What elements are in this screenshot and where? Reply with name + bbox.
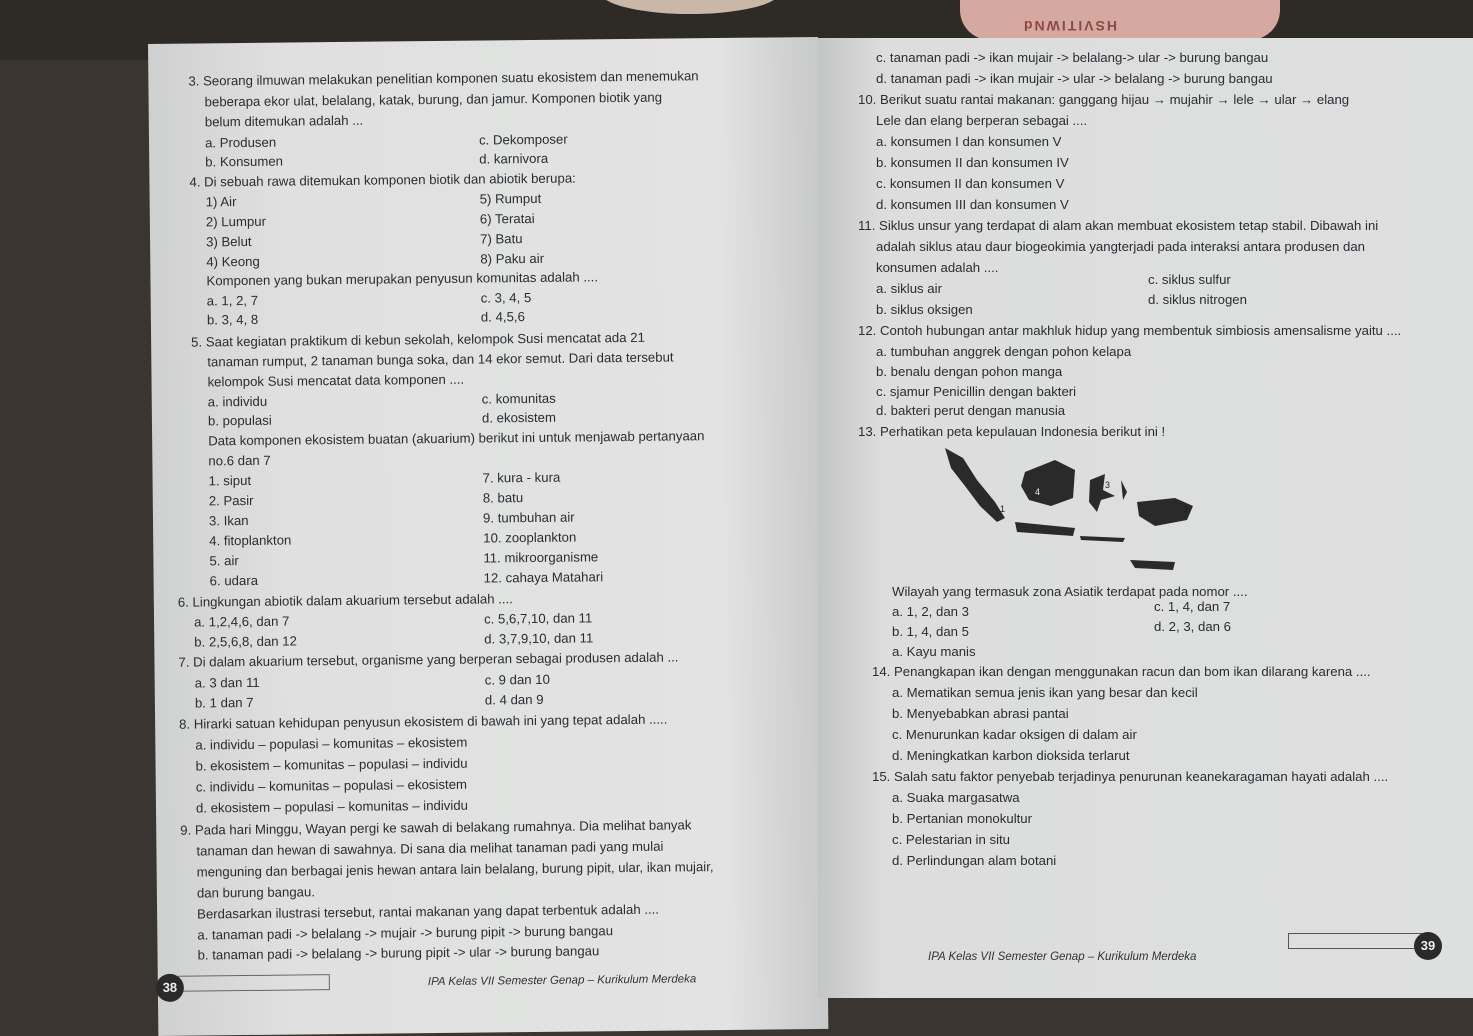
q13-option-b: b. 1, 4, dan 5 xyxy=(892,624,969,639)
q4-item-4: 4) Keong xyxy=(206,253,260,270)
q9-line2: tanaman dan hewan di sawahnya. Di sana dia melihat tanaman padi yang mulai xyxy=(196,838,664,859)
box xyxy=(960,0,1280,40)
java-island xyxy=(1015,522,1075,536)
q14-option-c: c. Menurunkan kadar oksigen di dalam air xyxy=(892,727,1137,742)
component-6: 6. udara xyxy=(209,572,259,589)
map-label-1: 1 xyxy=(1000,504,1006,514)
q4-option-a: a. 1, 2, 7 xyxy=(206,292,259,309)
q6-option-a: a. 1,2,4,6, dan 7 xyxy=(193,613,290,630)
q14-option-a: a. Mematikan semua jenis ikan yang besar dan kecil xyxy=(892,685,1198,700)
q4-option-c: c. 3, 4, 5 xyxy=(480,290,532,306)
q7-option-c: c. 9 dan 10 xyxy=(484,671,551,688)
component-7: 7. kura - kura xyxy=(482,469,561,486)
q4-item-5: 5) Rumput xyxy=(479,190,542,207)
q15-option-b: b. Pertanian monokultur xyxy=(892,811,1033,826)
q8-option-d: d. ekosistem – populasi – komunitas – individu xyxy=(195,797,469,816)
q11-option-a: a. siklus air xyxy=(876,281,942,296)
q10-option-a: a. konsumen I dan konsumen V xyxy=(876,134,1062,149)
q15-line1: 15. Salah satu faktor penyebab terjadinya penurunan keanekaragaman hayati adalah .... xyxy=(872,769,1389,784)
q5-option-c: c. komunitas xyxy=(481,390,556,407)
sulawesi-island xyxy=(1089,474,1115,512)
q10-option-b: b. konsumen II dan konsumen IV xyxy=(876,155,1069,170)
map-label-3: 3 xyxy=(1105,480,1111,490)
q12-option-c: c. sjamur Penicillin dengan bakteri xyxy=(876,384,1077,399)
q8-option-c: c. individu – komunitas – populasi – ekosistem xyxy=(195,776,468,795)
q5-option-b: b. populasi xyxy=(207,412,272,429)
footer-left: IPA Kelas VII Semester Genap – Kurikulum Merdeka xyxy=(427,973,697,989)
kalimantan-island xyxy=(1021,460,1075,506)
maluku-islands xyxy=(1121,480,1127,500)
sumatra-island xyxy=(945,448,1005,522)
q6-option-b: b. 2,5,6,8, dan 12 xyxy=(194,633,297,650)
q5-line2: tanaman rumput, 2 tanaman bunga soka, dan 14 ekor semut. Dari data tersebut xyxy=(207,349,674,370)
q5-option-d: d. ekosistem xyxy=(481,409,557,426)
q10-line2: Lele dan elang berperan sebagai .... xyxy=(876,113,1088,128)
q9-line4: dan burung bangau. xyxy=(196,884,316,901)
q5-option-a: a. individu xyxy=(207,393,268,410)
q11-line2: adalah siklus atau daur biogeokimia yangterjadi pada interaksi antara produsen dan xyxy=(876,239,1365,254)
q7-option-b: b. 1 dan 7 xyxy=(194,694,254,711)
q11-option-c: c. siklus sulfur xyxy=(1148,272,1231,287)
component-2: 2. Pasir xyxy=(208,492,254,509)
q11-line3: konsumen adalah .... xyxy=(876,260,999,275)
box-label: HSVITIWNd xyxy=(1022,18,1117,34)
q14-option-b: b. Menyebabkan abrasi pantai xyxy=(892,706,1069,721)
q9-line1: 9. Pada hari Minggu, Wayan pergi ke sawah di belakang rumahnya. Dia melihat banyak xyxy=(180,817,692,838)
q11-option-d: d. siklus nitrogen xyxy=(1148,292,1247,307)
q12-option-b: b. benalu dengan pohon manga xyxy=(876,364,1063,379)
footer-band xyxy=(178,974,330,992)
q10-option-d: d. konsumen III dan konsumen V xyxy=(876,197,1069,212)
q9-option-b: b. tanaman padi -> belalang -> burung pipit -> ular -> burung bangau xyxy=(197,943,600,963)
component-4: 4. fitoplankton xyxy=(209,532,292,549)
q9-option-c: c. tanaman padi -> ikan mujair -> belalang-> ular -> burung bangau xyxy=(876,50,1269,65)
q7-option-d: d. 4 dan 9 xyxy=(484,691,544,708)
q14-line1: 14. Penangkapan ikan dengan menggunakan racun dan bom ikan dilarang karena .... xyxy=(872,664,1371,679)
page-number-right: 39 xyxy=(1414,932,1442,960)
q10-option-c: c. konsumen II dan konsumen V xyxy=(876,176,1065,191)
q9-line5: Berdasarkan ilustrasi tersebut, rantai makanan yang dapat terbentuk adalah .... xyxy=(197,901,660,922)
q11-option-b: b. siklus oksigen xyxy=(876,302,973,317)
q8-option-b: b. ekosistem – komunitas – populasi – individu xyxy=(195,755,468,774)
map-label-2: 2 xyxy=(1183,504,1189,514)
component-5: 5. air xyxy=(209,553,239,569)
q13-option-c: c. 1, 4, dan 7 xyxy=(1154,599,1231,614)
component-1: 1. siput xyxy=(208,472,252,489)
q6-option-c: c. 5,6,7,10, dan 11 xyxy=(483,610,593,627)
q4-option-d: d. 4,5,6 xyxy=(480,309,525,325)
q3-option-c: c. Dekomposer xyxy=(478,131,568,148)
q15-option-c: c. Pelestarian in situ xyxy=(892,832,1011,847)
q4-item-8: 8) Paku air xyxy=(480,250,545,267)
q4-item-2: 2) Lumpur xyxy=(205,213,267,230)
q14-option-d: d. Meningkatkan karbon dioksida terlarut xyxy=(892,748,1130,763)
q14-pre: a. Kayu manis xyxy=(892,644,976,659)
footer-right: IPA Kelas VII Semester Genap – Kurikulum Merdeka xyxy=(928,951,1197,963)
q6-line1: 6. Lingkungan abiotik dalam akuarium tersebut adalah .... xyxy=(177,591,513,610)
q13-option-a: a. 1, 2, dan 3 xyxy=(892,604,969,619)
q12-option-a: a. tumbuhan anggrek dengan pohon kelapa xyxy=(876,344,1132,359)
q10-line1: 10. Berikut suatu rantai makanan: ganggang hijau → mujahir → lele → ular → elang xyxy=(858,92,1350,107)
q3-line3: belum ditemukan adalah ... xyxy=(204,112,364,130)
component-9: 9. tumbuhan air xyxy=(482,509,575,526)
q8-option-a: a. individu – populasi – komunitas – ekosistem xyxy=(195,734,468,753)
q12-line1: 12. Contoh hubungan antar makhluk hidup yang membentuk simbiosis amensalisme yaitu .... xyxy=(858,323,1402,338)
q15-option-a: a. Suaka margasatwa xyxy=(892,790,1020,805)
component-11: 11. mikroorganisme xyxy=(483,549,599,566)
component-3: 3. Ikan xyxy=(208,512,249,529)
q4-option-b: b. 3, 4, 8 xyxy=(206,311,259,328)
component-12: 12. cahaya Matahari xyxy=(483,569,604,586)
q9-option-a: a. tanaman padi -> belalang -> mujair -> burung pipit -> burung bangau xyxy=(197,923,614,943)
q13-option-d: d. 2, 3, dan 6 xyxy=(1154,619,1231,634)
q5-line1: 5. Saat kegiatan praktikum di kebun sekolah, kelompok Susi mencatat ada 21 xyxy=(191,329,645,350)
q4-item-6: 6) Teratai xyxy=(479,210,535,227)
q13-line1: 13. Perhatikan peta kepulauan Indonesia berikut ini ! xyxy=(858,424,1166,439)
footer-band-right xyxy=(1288,933,1430,949)
q15-option-d: d. Perlindungan alam botani xyxy=(892,853,1057,868)
q5-line3: kelompok Susi mencatat data komponen .... xyxy=(207,371,465,390)
q3-option-d: d. karnivora xyxy=(479,150,549,167)
q7-option-a: a. 3 dan 11 xyxy=(194,674,260,691)
q9-option-d: d. tanaman padi -> ikan mujair -> ular -> belalang -> burung bangau xyxy=(876,71,1273,86)
q3-line1: 3. Seorang ilmuwan melakukan penelitian komponen suatu ekosistem dan menemukan xyxy=(188,68,699,89)
q4-line1: 4. Di sebuah rawa ditemukan komponen biotik dan abiotik berupa: xyxy=(189,170,576,190)
q13-ask: Wilayah yang termasuk zona Asiatik terdapat pada nomor .... xyxy=(892,584,1248,599)
q4-ask: Komponen yang bukan merupakan penyusun komunitas adalah .... xyxy=(206,269,599,289)
nusa-tenggara-islands xyxy=(1080,536,1125,542)
page-number-left: 38 xyxy=(156,974,184,1002)
q3-option-b: b. Konsumen xyxy=(205,153,284,170)
q7-line1: 7. Di dalam akuarium tersebut, organisme yang berperan sebagai produsen adalah ... xyxy=(178,649,679,670)
left-page xyxy=(148,37,828,1036)
q4-item-7: 7) Batu xyxy=(479,231,523,247)
q9-line3: menguning dan berbagai jenis hewan antara lain belalang, burung pipit, ular, ikan mujair, xyxy=(196,859,714,880)
q6-option-d: d. 3,7,9,10, dan 11 xyxy=(484,630,594,647)
q3-option-a: a. Produsen xyxy=(204,134,277,151)
q12-option-d: d. bakteri perut dengan manusia xyxy=(876,403,1066,418)
q11-line1: 11. Siklus unsur yang terdapat di alam akan membuat ekosistem tetap stabil. Dibawah ini xyxy=(858,218,1379,233)
component-10: 10. zooplankton xyxy=(483,529,577,546)
component-8: 8. batu xyxy=(482,490,524,506)
data-intro-line1: Data komponen ekosistem buatan (akuarium) berikut ini untuk menjawab pertanyaan xyxy=(208,428,705,449)
q8-line1: 8. Hirarki satuan kehidupan penyusun ekosistem di bawah ini yang tepat adalah ..... xyxy=(179,711,668,732)
map-label-4: 4 xyxy=(1035,487,1041,497)
q3-line2: beberapa ekor ulat, belalang, katak, burung, dan jamur. Komponen biotik yang xyxy=(204,89,663,110)
data-intro-line2: no.6 dan 7 xyxy=(208,452,271,469)
q4-item-1: 1) Air xyxy=(205,194,237,210)
indonesia-map xyxy=(925,440,1205,580)
australia-coast xyxy=(1130,560,1175,570)
q4-item-3: 3) Belut xyxy=(205,233,252,250)
